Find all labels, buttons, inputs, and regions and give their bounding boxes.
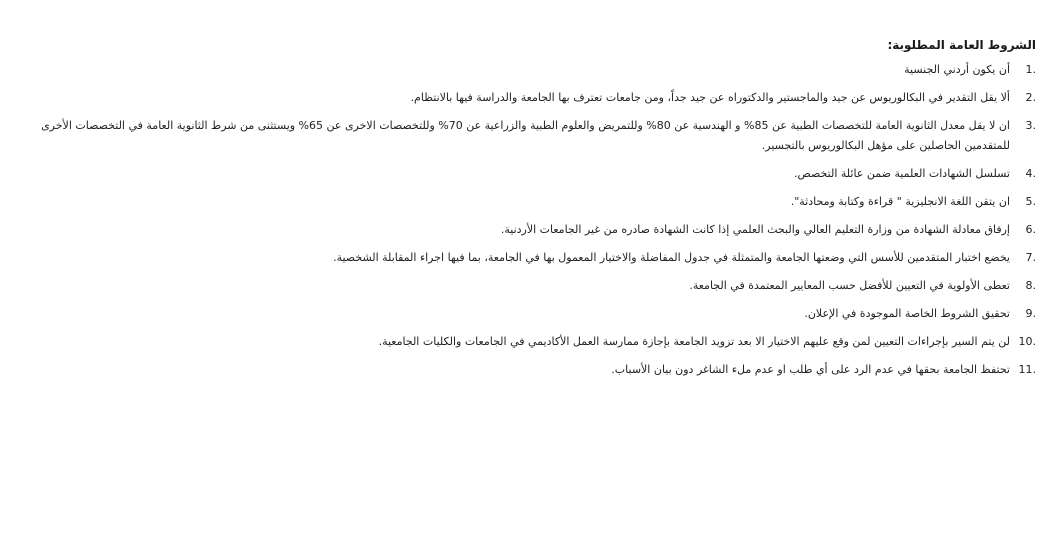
list-item	[20, 116, 1036, 156]
item-number: 5.	[1025, 195, 1036, 208]
item-number: 3.	[1025, 119, 1036, 132]
section-heading: الشروط العامة المطلوبة:	[887, 38, 1036, 52]
item-number: 9.	[1025, 307, 1036, 320]
list-item	[20, 60, 1036, 80]
list-item	[20, 360, 1036, 380]
item-number: 4.	[1025, 167, 1036, 180]
item-text: إرفاق معادلة الشهادة من وزارة التعليم العالي والبحث العلمي إذا كانت الشهادة صادره من غير الجامعات الأردنية.	[500, 223, 1010, 236]
item-text: ان يتقن اللغة الانجليزية " قراءة وكتابة ومحادثة".	[790, 195, 1010, 208]
list-item	[20, 192, 1036, 212]
list-item	[20, 332, 1036, 352]
list-item	[20, 220, 1036, 240]
item-text: لن يتم السير بإجراءات التعيين لمن وقع عليهم الاختيار الا بعد تزويد الجامعة بإجازة ممارسة العمل الأكاديمي في الجامعات والكليات الجامعية.	[378, 335, 1010, 348]
item-number: 11.	[1018, 363, 1036, 376]
item-text: تسلسل الشهادات العلمية ضمن عائلة التخصص.	[794, 167, 1010, 180]
list-item	[20, 304, 1036, 324]
item-number: 10.	[1018, 335, 1036, 348]
item-text: تحقيق الشروط الخاصة الموجودة في الإعلان.	[804, 307, 1010, 320]
item-text: تحتفظ الجامعة بحقها في عدم الرد على أي طلب او عدم ملء الشاغر دون بيان الأسباب.	[611, 363, 1010, 376]
list-item	[20, 276, 1036, 296]
item-number: 7.	[1025, 251, 1036, 264]
item-number: 6.	[1025, 223, 1036, 236]
item-text: ألا يقل التقدير في البكالوريوس عن جيد والماجستير والدكتوراه عن جيد جداً، ومن جامعات تعترف بها الجامعة والدراسة فيها بالانتظام.	[410, 91, 1010, 104]
item-number: 1.	[1025, 63, 1036, 76]
list-item	[20, 88, 1036, 108]
item-text: تعطى الأولوية في التعيين للأفضل حسب المعايير المعتمدة في الجامعة.	[689, 279, 1010, 292]
list-item	[20, 248, 1036, 268]
item-number: 2.	[1025, 91, 1036, 104]
list-item	[20, 164, 1036, 184]
item-text: يخضع اختبار المتقدمين للأسس التي وضعتها الجامعة والمتمثلة في جدول المفاضلة والاختيار المعمول بها في الجامعة، بما فيها اجراء المقابلة الشخصية.	[333, 251, 1010, 264]
item-text: ان لا يقل معدل الثانوية العامة للتخصصات الطبية عن 85% و الهندسية عن 80% وللتمريض والعلوم الطبية والزراعية عن 70% وللتخصصات الاخرى عن 65% ويستثنى من شرط الثانوية العامة في التخصصات الأخرى للمتقدمين الحاصلين على مؤهل البكالوريوس بالتجسير.	[41, 119, 1010, 152]
item-text: أن يكون أردني الجنسية	[904, 63, 1010, 76]
requirements-list	[20, 60, 1036, 380]
item-number: 8.	[1025, 279, 1036, 292]
